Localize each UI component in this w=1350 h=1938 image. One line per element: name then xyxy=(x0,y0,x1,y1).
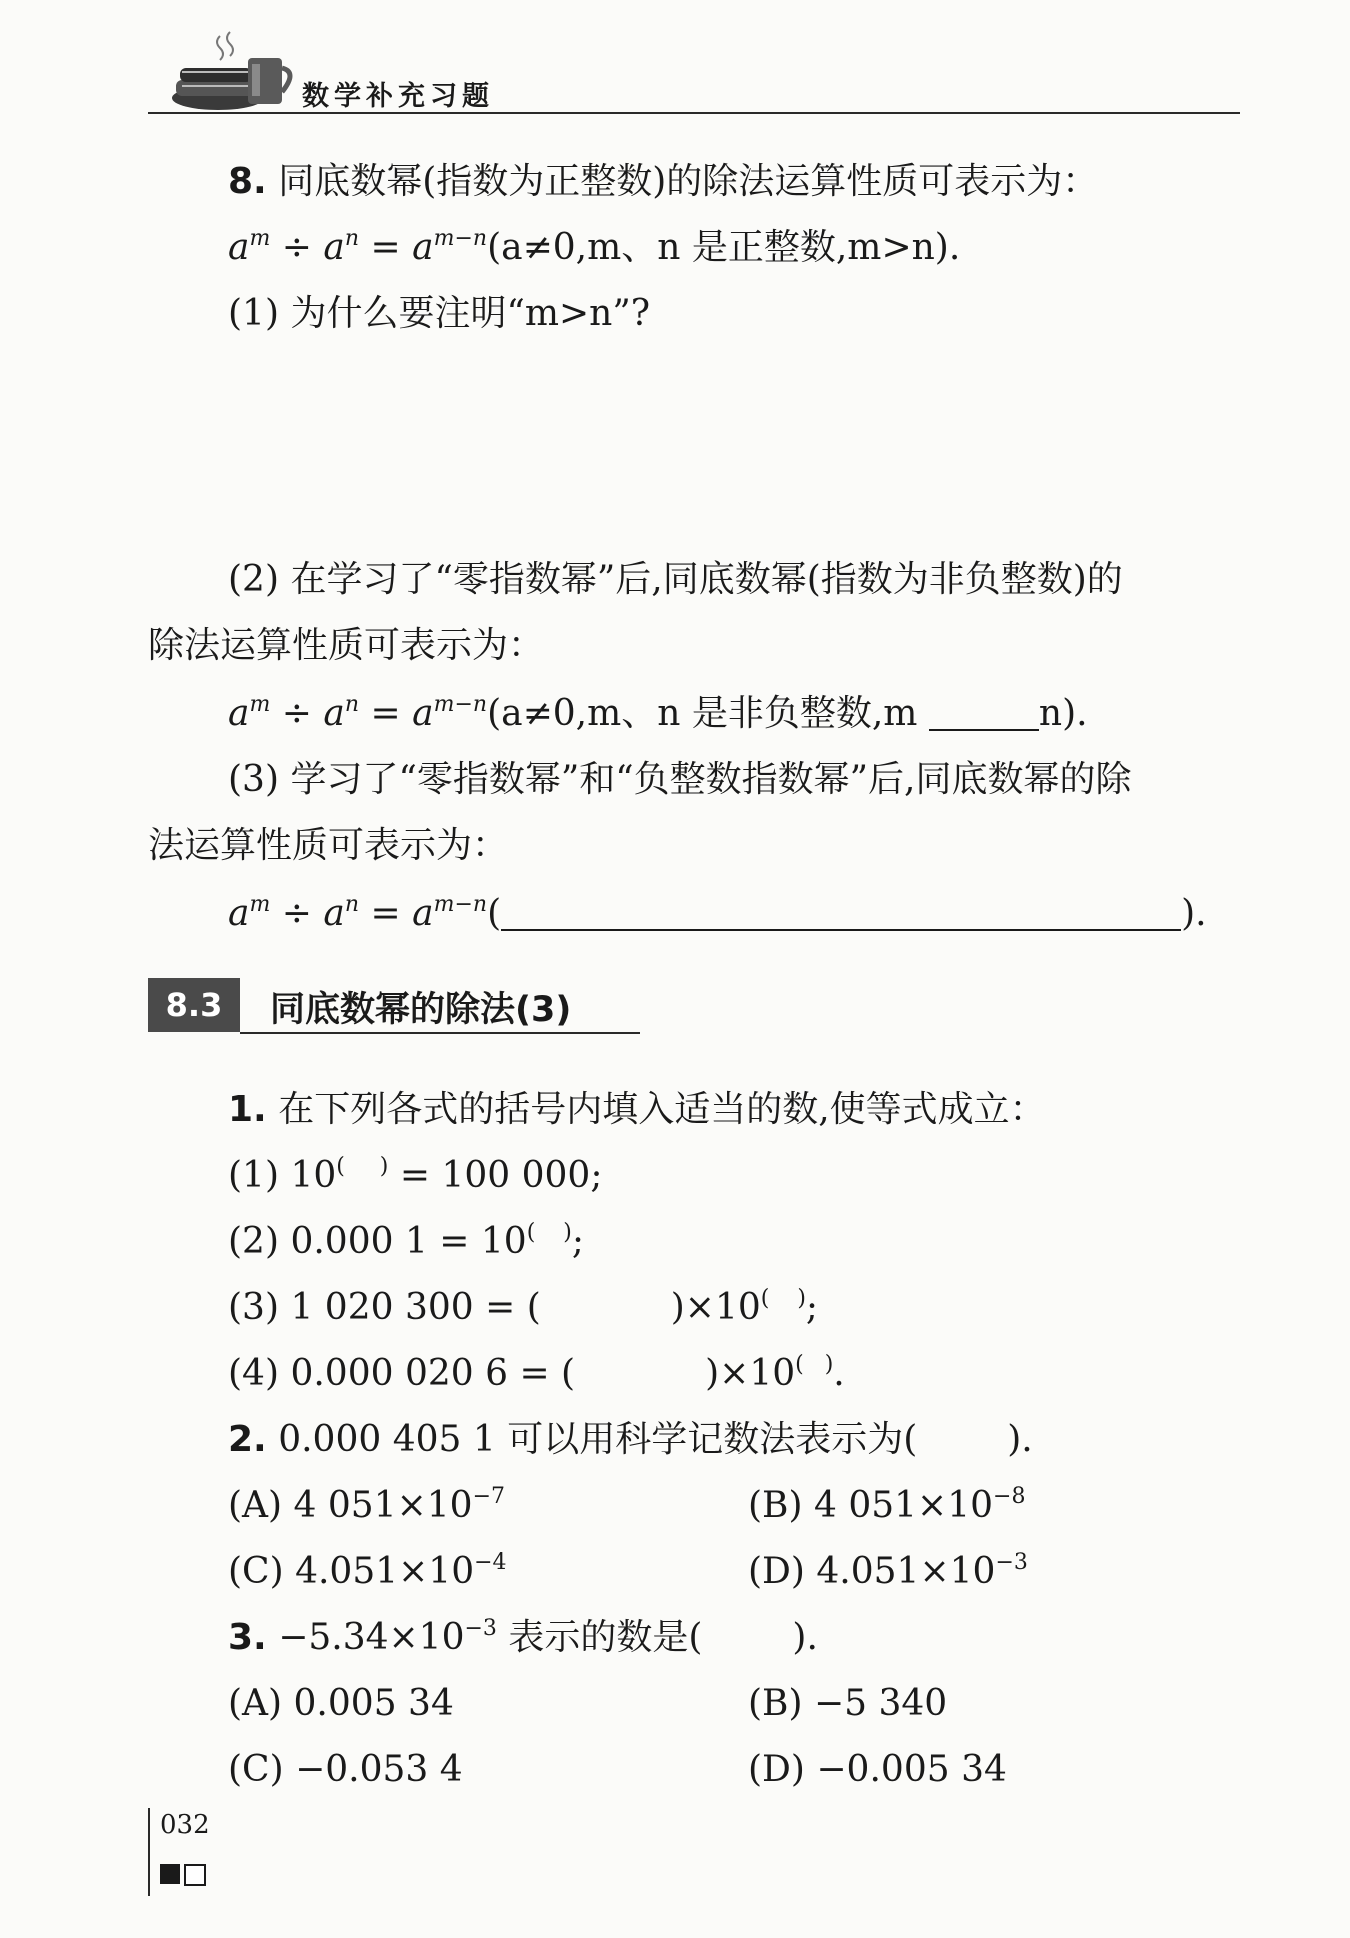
books-and-mug-icon xyxy=(168,28,308,114)
q1-item-2: (2) 0.000 1 = 10( ); xyxy=(228,1220,584,1262)
empty-square-icon xyxy=(184,1864,206,1886)
q8-sub2-line1: (2) 在学习了“零指数幂”后,同底数幂(指数为非负整数)的 xyxy=(228,559,1123,600)
q8-sub3-line1: (3) 学习了“零指数幂”和“负整数指数幂”后,同底数幂的除 xyxy=(228,759,1132,800)
q2-option-b[interactable]: (B) 4 $051\times 10^{-8}$ xyxy=(748,1484,1026,1526)
q2-stem: 2. 0.000 405 1 可以用科学记数法表示为( ). xyxy=(228,1419,1033,1460)
q2-number: 2. xyxy=(228,1419,267,1460)
answer-blank-conditions[interactable] xyxy=(501,899,1181,931)
page-header xyxy=(148,22,1240,116)
answer-blank-relation[interactable] xyxy=(929,699,1039,731)
q8-stem-text: 同底数幂(指数为正整数)的除法运算性质可表示为： xyxy=(278,161,1099,202)
q3-stem: 3. $-5.34\times 10^{-3}$ 表示的数是( ). xyxy=(228,1616,818,1658)
header-rule xyxy=(148,112,1240,114)
q8-stem xyxy=(228,162,1098,202)
section-title: 同底数幂的除法(3) xyxy=(270,990,572,1030)
q8-formula-1: $a^m \div a^n = a^{m-n}(a\ne 0,m$、n 是正整数,m>n). xyxy=(228,226,961,268)
q8-sub3-line2: 法运算性质可表示为： xyxy=(148,825,509,866)
q8-sub2-line2: 除法运算性质可表示为： xyxy=(148,625,545,666)
q3-option-c[interactable]: (C) −0.053 4 xyxy=(228,1749,463,1790)
book-title: 数学补充习题 xyxy=(302,81,494,112)
q3-option-a[interactable]: (A) 0.005 34 xyxy=(228,1683,454,1724)
q8-formula-3: $a^m \div a^n = a^{m-n}$( ). xyxy=(228,892,1207,934)
footer-bar xyxy=(148,1808,150,1896)
section-rule xyxy=(240,1032,640,1034)
page-footer xyxy=(148,1808,228,1908)
q2-option-a[interactable]: (A) 4 $051\times 10^{-7}$ xyxy=(228,1484,506,1526)
q3-option-b[interactable]: (B) −5 340 xyxy=(748,1683,948,1724)
section-heading xyxy=(148,978,638,1036)
section-number: 8.3 xyxy=(148,978,240,1032)
q1-item-4: (4) 0.000 020 6 = ( )×10( ). xyxy=(228,1352,845,1394)
filled-square-icon xyxy=(160,1864,180,1884)
q1-stem-text: 在下列各式的括号内填入适当的数,使等式成立： xyxy=(278,1089,1046,1130)
q2-option-d[interactable]: (D) $4.051\times 10^{-3}$ xyxy=(748,1550,1028,1592)
q1-number: 1. xyxy=(228,1089,267,1130)
q3-option-d[interactable]: (D) −0.005 34 xyxy=(748,1749,1007,1790)
q1-item-1: (1) 10( ) = 100 000; xyxy=(228,1154,603,1196)
q8-sub1: (1) 为什么要注明“m>n”? xyxy=(228,293,651,334)
q2-option-c[interactable]: (C) $4.051\times 10^{-4}$ xyxy=(228,1550,507,1592)
q8-formula-2: $a^m \div a^n = a^{m-n}(a\ne 0,m$、n 是非负整数,m n). xyxy=(228,692,1088,734)
page-number: 032 xyxy=(160,1810,210,1840)
q8-number: 8. xyxy=(228,161,267,202)
q1-item-3: (3) 1 020 300 = ( )×10( ); xyxy=(228,1286,819,1328)
q3-number: 3. xyxy=(228,1617,267,1658)
q1-stem xyxy=(228,1090,1046,1130)
